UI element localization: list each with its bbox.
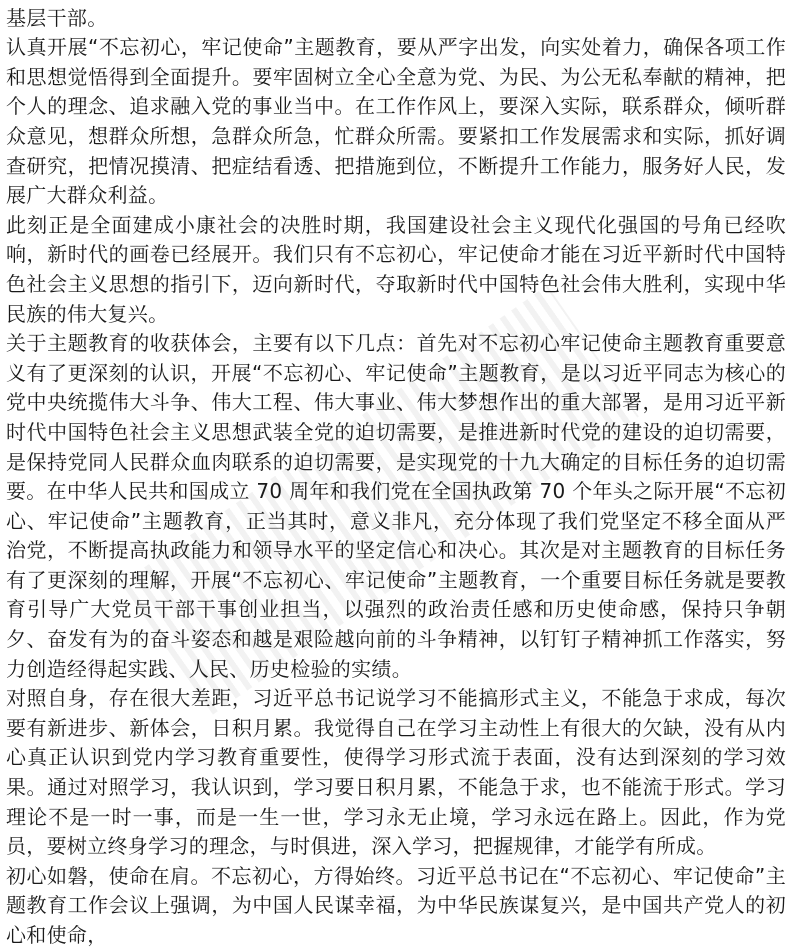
paragraph: 对照自身，存在很大差距，习近平总书记说学习不能搞形式主义，不能急于求成，每次要有新进步、新体会，日积月累。我觉得自己在学习主动性上有很大的欠缺，没有从内心真正认识到党内学习教育重要性，使得学习形式流于表面，没有达到深刻的学习效果。通过对照学习，我认识到，学习要日积月累，不能急于求，也不能流于形式。学习理论不是一时一事，而是一生一世，学习永无止境，学习永远在路上。因此，作为党员，要树立终身学习的理念，与时俱进，深入学习，把握规律，才能学有所成。 xyxy=(6,686,786,859)
paragraph: 基层干部。 xyxy=(6,5,108,30)
paragraph: 关于主题教育的收获体会，主要有以下几点：首先对不忘初心牢记使命主题教育重要意义有了更深刻的认识，开展“不忘初心、牢记使命”主题教育，是以习近平同志为核心的党中央统揽伟大斗争、伟大工程、伟大事业、伟大梦想作出的重大部署，是用习近平新时代中国特色社会主义思想武装全党的迫切需要，是推进新时代党的建设的迫切需要，是保持党同人民群众血肉联系的迫切需要，是实现党的十九大确定的目标任务的迫切需要。在中华人民共和国成立 70 周年和我们党在全国执政第 70 个年头之际开展“不忘初心、牢记使命”主题教育，正当其时，意义非凡，充分体现了我们党坚定不移全面从严治党，不断提高执政能力和领导水平的坚定信心和决心。其次是对主题教育的目标任务有了更深刻的理解，开展“不忘初心、牢记使命”主题教育，一个重要目标任务就是要教育引导广大党员干部干事创业担当，以强烈的政治责任感和历史使命感，保持只争朝夕、奋发有为的奋斗姿态和越是艰险越向前的斗争精神，以钉钉子精神抓工作落实，努力创造经得起实践、人民、历史检验的实绩。 xyxy=(6,331,786,681)
paragraph: 初心如磐，使命在肩。不忘初心，方得始终。习近平总书记在“不忘初心、牢记使命”主题教育工作会议上强调，为中国人民谋幸福，为中华民族谋复兴，是中国共产党人的初心和使命， xyxy=(6,863,786,947)
paragraph: 认真开展“不忘初心，牢记使命”主题教育，要从严字出发，向实处着力，确保各项工作和思想觉悟得到全面提升。要牢固树立全心全意为党、为民、为公无私奉献的精神，把个人的理念、追求融入党的事业当中。在工作作风上，要深入实际，联系群众，倾听群众意见，想群众所想，急群众所急，忙群众所需。要紧扣工作发展需求和实际，抓好调查研究，把情况摸清、把症结看透、把措施到位，不断提升工作能力，服务好人民，发展广大群众利益。 xyxy=(6,35,786,208)
paragraph: 此刻正是全面建成小康社会的决胜时期，我国建设社会主义现代化强国的号角已经吹响，新时代的画卷已经展开。我们只有不忘初心，牢记使命才能在习近平新时代中国特色社会主义思想的指引下，迈向新时代，夺取新时代中国特色社会伟大胜利，实现中华民族的伟大复兴。 xyxy=(6,212,786,326)
document-body xyxy=(6,0,786,951)
